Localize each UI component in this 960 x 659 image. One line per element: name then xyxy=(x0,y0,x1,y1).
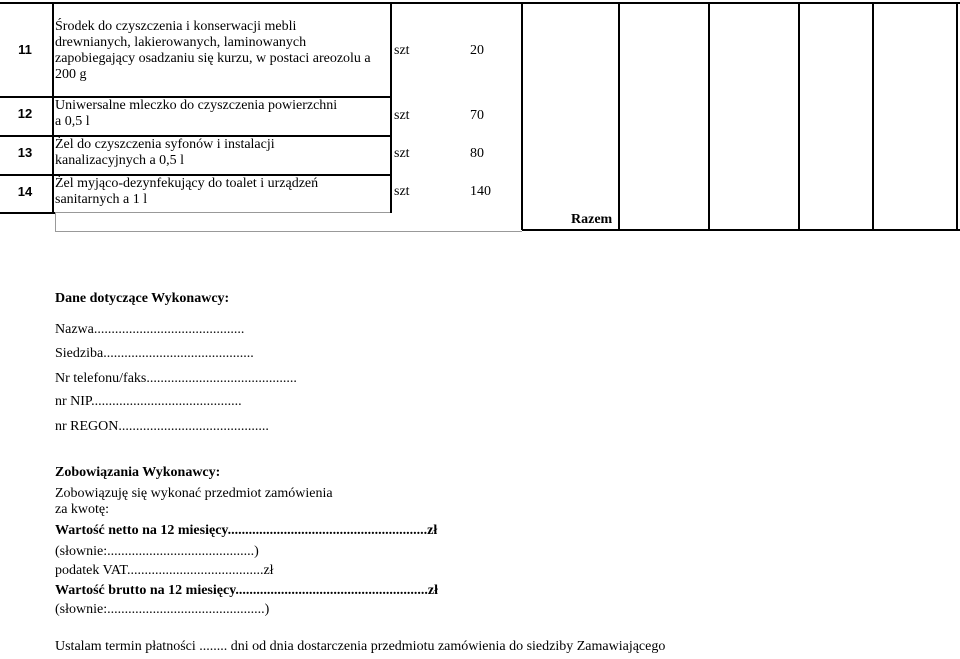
row-unit: szt xyxy=(394,43,410,58)
obligations-heading: Zobowiązania Wykonawcy: xyxy=(55,465,221,480)
table-line xyxy=(618,2,620,230)
payment-term: Ustalam termin płatności ........ dni od dnia dostarczenia przedmiotu zamówienia do siedziby Zamawiającego xyxy=(55,639,666,654)
row-unit: szt xyxy=(394,146,410,161)
gross-value-words: (słownie:.............................................) xyxy=(55,602,270,617)
contractor-regon: nr REGON........................................... xyxy=(55,419,269,434)
table-line xyxy=(390,2,392,213)
row-number: 12 xyxy=(17,106,33,121)
row-description: Uniwersalne mleczko do czyszczenia powierzchni a 0,5 l xyxy=(55,98,338,129)
table-line xyxy=(522,229,960,231)
table-line xyxy=(521,2,523,230)
row-unit: szt xyxy=(394,184,410,199)
row-quantity: 140 xyxy=(470,184,491,199)
row-number: 14 xyxy=(17,184,33,199)
net-value: Wartość netto na 12 miesięcy.........................................................zł xyxy=(55,523,438,538)
total-label: Razem xyxy=(571,212,613,227)
row-description: Środek do czyszczenia i konserwacji mebli drewnianych, lakierowanych, laminowanych zapobiegający osadzaniu się kurzu, w postaci areozolu a 200 g xyxy=(55,19,371,82)
row-number: 13 xyxy=(17,145,33,160)
row-description: Żel do czyszczenia syfonów i instalacji kanalizacyjnych a 0,5 l xyxy=(55,137,275,168)
row-number: 11 xyxy=(18,42,32,57)
table-line xyxy=(956,2,958,230)
contractor-seat: Siedziba........................................... xyxy=(55,346,254,361)
obligations-line: Zobowiązuję się wykonać przedmiot zamówienia xyxy=(55,486,333,501)
row-quantity: 80 xyxy=(470,146,484,161)
row-quantity: 70 xyxy=(470,108,484,123)
row-description: Żel myjąco-dezynfekujący do toalet i urządzeń sanitarnych a 1 l xyxy=(55,176,319,207)
table-line xyxy=(55,212,56,231)
row-unit: szt xyxy=(394,108,410,123)
table-line xyxy=(55,231,522,232)
table-line xyxy=(0,212,55,214)
vat-value: podatek VAT.......................................zł xyxy=(55,563,274,578)
contractor-name: Nazwa........................................... xyxy=(55,322,245,337)
obligations-line: za kwotę: xyxy=(55,502,110,517)
table-line xyxy=(798,2,800,230)
contractor-heading: Dane dotyczące Wykonawcy: xyxy=(55,291,230,306)
row-quantity: 20 xyxy=(470,43,484,58)
table-line xyxy=(55,212,390,213)
table-line xyxy=(0,2,960,4)
contractor-nip: nr NIP........................................... xyxy=(55,394,242,409)
net-value-words: (słownie:..........................................) xyxy=(55,544,259,559)
table-line xyxy=(708,2,710,230)
table-line xyxy=(52,2,54,213)
gross-value: Wartość brutto na 12 miesięcy.......................................................zł xyxy=(55,583,439,598)
table-line xyxy=(872,2,874,230)
contractor-phone: Nr telefonu/faks........................................... xyxy=(55,371,297,386)
